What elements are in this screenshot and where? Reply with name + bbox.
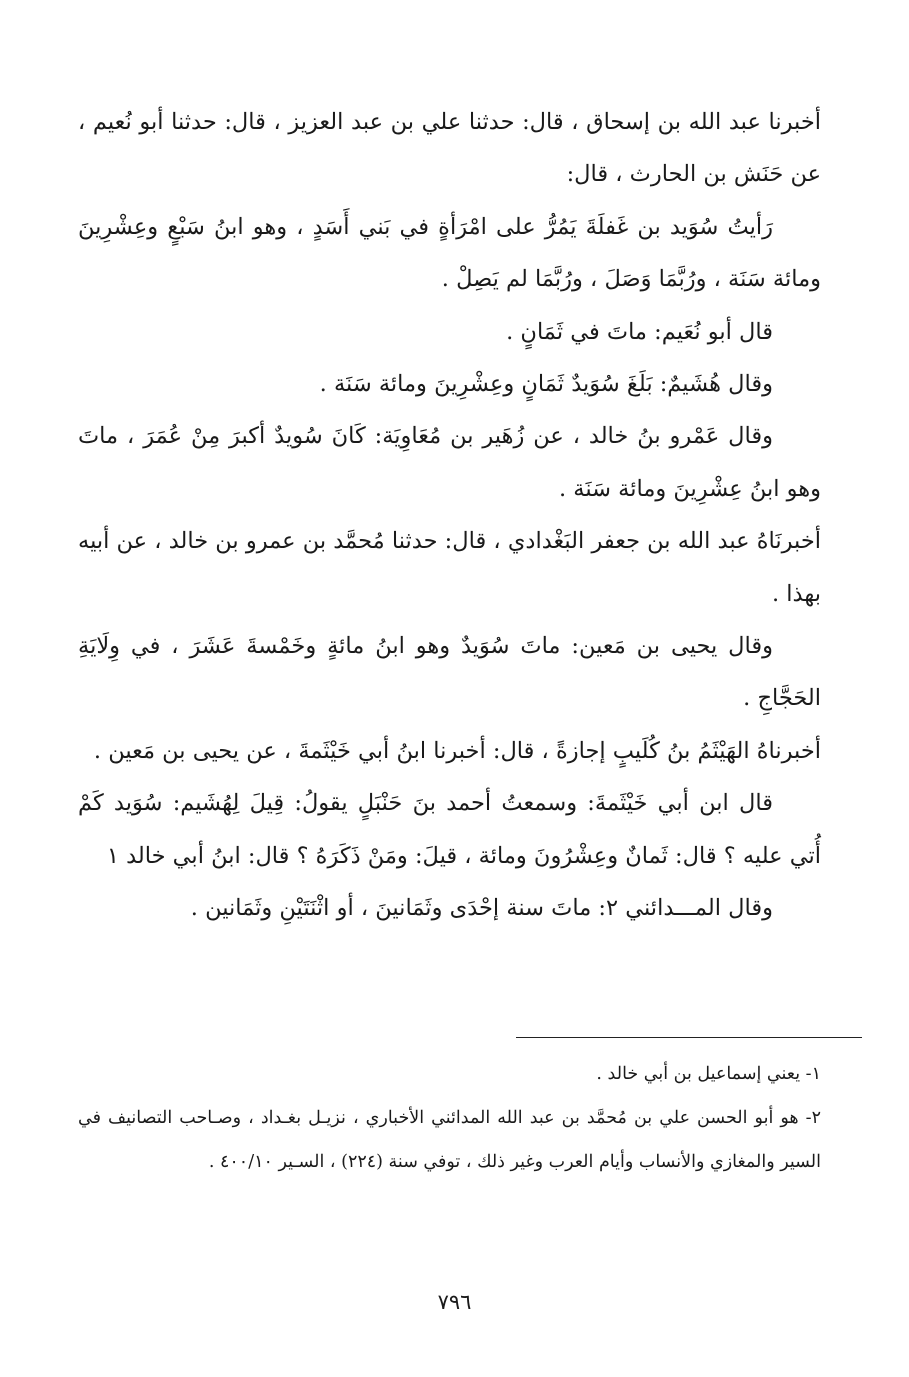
footnotes — [78, 1052, 821, 1184]
paragraph-isnad-1: أخبرنا عبد الله بن إسحاق ، قال: حدثنا علي بن عبد العزيز ، قال: حدثنا أبو نُعيم ، عن حَنَش بن الحارث ، قال: — [78, 109, 821, 188]
paragraph-madaini: وقال المـــدائني ٢: ماتَ سنة إحْدَى وثَمَانينَ ، أو اثْنَتَيْنِ وثَمَانين . — [190, 895, 773, 922]
paragraph-amr-bin-khalid: وقال عَمْرو بنُ خالد ، عن زُهَير بن مُعَاوِيَة: كَانَ سُويدٌ أكبرَ مِنْ عُمَرَ ، ماتَ وهو ابنُ عِشْرِينَ ومائة سَنَة . — [78, 423, 821, 502]
paragraph-abu-nuaym: قال أبو نُعَيم: ماتَ في ثَمَانٍ . — [506, 318, 773, 345]
footnote-separator — [516, 1037, 862, 1038]
paragraph-yahya-bin-main: وقال يحيى بن مَعين: ماتَ سُوَيدٌ وهو ابنُ مائةٍ وخَمْسةَ عَشَرَ ، في وِلَايَةِ الحَجَّاجِ . — [78, 633, 821, 712]
paragraph-isnad-2: أخبرنَاهُ عبد الله بن جعفر البَغْدادي ، قال: حدثنا مُحمَّد بن عمرو بن خالد ، عن أبيه بهذا . — [78, 528, 821, 607]
footnote-2: ٢- هو أبو الحسن علي بن مُحمَّد بن عبد الله المدائني الأخباري ، نزيـل بغـداد ، وصـاحب التصانيف في السير والمغازي والأنساب وأيام العرب وغير ذلك ، توفي سنة (٢٢٤) ، السـير ٤٠٠/١٠ . — [78, 1108, 821, 1172]
paragraph-narration-suwayd: رَأيتُ سُوَيد بن غَفلَةَ يَمُرُّ على امْرَأةٍ في بَني أَسَدٍ ، وهو ابنُ سَبْعٍ وعِشْرِينَ ومائة سَنَة ، ورُبَّمَا وَصَلَ ، ورُبَّمَا لم يَصِلْ . — [78, 213, 821, 293]
paragraph-hushaym: وقال هُشَيمٌ: بَلَغَ سُوَيدٌ ثَمَانٍ وعِشْرِينَ ومائة سَنَة . — [319, 371, 773, 398]
main-text — [78, 96, 821, 935]
paragraph-ibn-abi-khaythama: قال ابن أبي خَيْثَمةَ: وسمعتُ أحمد بنَ حَنْبَلٍ يقولُ: قِيلَ لِهُشَيم: سُوَيد كَمْ أُتي عليه ؟ قال: ثَمانٌ وعِشْرُونَ ومائة ، قيلَ: ومَنْ ذَكَرَهُ ؟ قال: ابنُ أبي خالد ١ — [78, 790, 821, 869]
paragraph-isnad-3: أخبرناهُ الهَيْثَمُ بنُ كُلَيبٍ إجازةً ، قال: أخبرنا ابنُ أبي خَيْثَمةَ ، عن يحيى بن مَعين . — [93, 737, 821, 764]
footnote-1: ١- يعني إسماعيل بن أبي خالد . — [596, 1064, 821, 1084]
page-number: ٧٩٦ — [437, 1290, 472, 1314]
